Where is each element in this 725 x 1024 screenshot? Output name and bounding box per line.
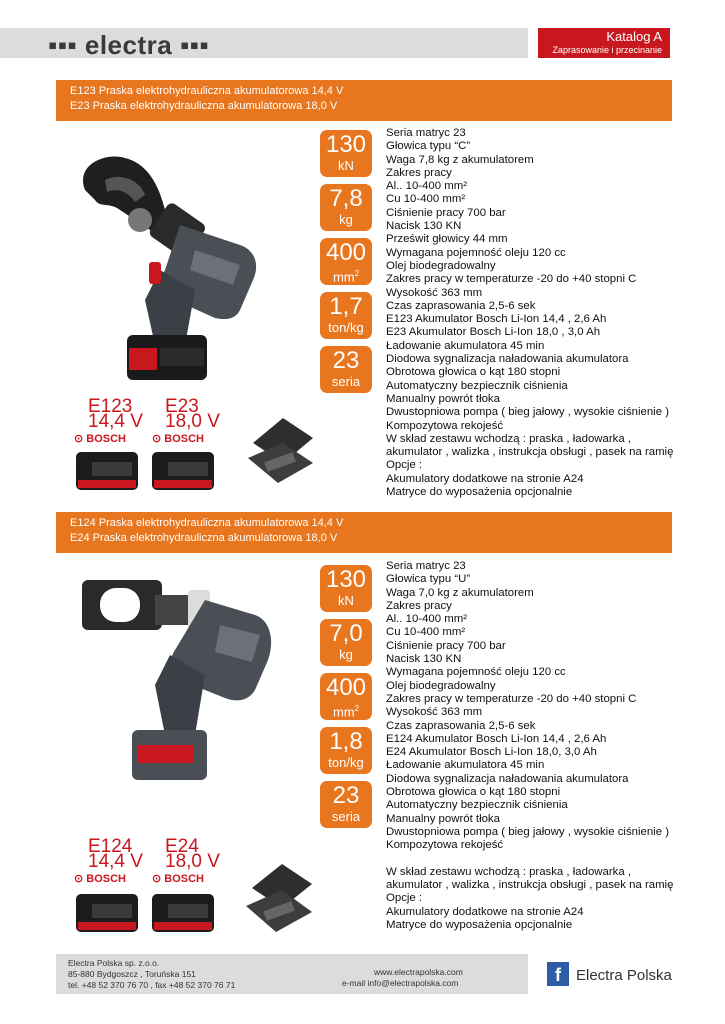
battery-image [74, 448, 140, 493]
carry-case-image [243, 413, 318, 488]
spec-line: Czas zaprasowania 2,5-6 sek [386, 299, 536, 312]
spec-badge [320, 565, 372, 612]
brand-label: BOSCH [164, 433, 205, 445]
model-voltage: 14,4 V [88, 411, 143, 432]
badge-value: 23 [332, 782, 360, 809]
catalog-badge [538, 28, 670, 58]
spec-line: E123 Akumulator Bosch Li-Ion 14,4 , 2,6 Ah [386, 313, 607, 326]
spec-line: Wymagana pojemność oleju 120 cc [386, 246, 566, 259]
spec-line: Akumulatory dodatkowe na stronie A24 [386, 905, 584, 918]
bosch-logo: ⊙ BOSCH [74, 873, 127, 885]
brand-label: BOSCH [164, 873, 205, 885]
spec-line [386, 853, 673, 866]
spec-line: Akumulatory dodatkowe na stronie A24 [386, 472, 584, 485]
badge-value: 1,7 [329, 293, 363, 320]
brand-label: BOSCH [86, 873, 127, 885]
spec-line: Ciśnienie pracy 700 bar [386, 639, 506, 652]
spec-line: Nacisk 130 KN [386, 653, 462, 666]
spec-line: Seria matryc 23 [386, 127, 466, 139]
battery-image [150, 448, 216, 493]
spec-line: Zakres pracy w temperaturze -20 do +40 stopni C [386, 692, 637, 705]
spec-line: Zakres pracy [386, 166, 452, 179]
spec-badge [320, 727, 372, 774]
product-title-line: E24 Praska elektrohydrauliczna akumulatorowa 18,0 V [70, 532, 338, 544]
spec-line: Nacisk 130 KN [386, 220, 462, 233]
spec-badge [320, 130, 372, 177]
spec-list [386, 560, 673, 932]
spec-badge [320, 292, 372, 339]
spec-line: Kompozytowa rekojeść [386, 839, 504, 852]
badge-unit: kN [338, 593, 354, 608]
spec-line: E124 Akumulator Bosch Li-Ion 14,4 , 2,6 Ah [386, 732, 607, 745]
spec-line: Olej biodegradowalny [386, 259, 496, 272]
spec-badge: 400 $mm^2$ [320, 238, 372, 285]
badge-unit: seria [331, 809, 361, 824]
spec-line: Seria matryc 23 [386, 560, 466, 572]
spec-line: Olej biodegradowalny [386, 679, 496, 692]
catalog-subtitle: Zaprasowanie i przecinanie [552, 45, 662, 55]
catalog-title: Katalog A [606, 29, 662, 44]
facebook-icon[interactable]: f [547, 962, 569, 986]
spec-line: Waga 7,0 kg z akumulatorem [386, 586, 534, 599]
spec-line: Czas zaprasowania 2,5-6 sek [386, 719, 536, 732]
badge-unit: ton/kg [328, 755, 364, 770]
spec-badge [320, 346, 372, 393]
website-link[interactable]: www.electrapolska.com [374, 967, 463, 977]
spec-badge: 400 $mm^2$ [320, 673, 372, 720]
facebook-label[interactable]: Electra Polska [576, 967, 672, 984]
spec-line: Zakres pracy w temperaturze -20 do +40 stopni C [386, 273, 637, 286]
spec-line: Obrotowa głowica o kąt 180 stopni [386, 786, 561, 799]
model-name: E24 [165, 836, 199, 857]
spec-line: W skład zestawu wchodzą : praska , ładowarka , [386, 865, 632, 878]
spec-line: Kompozytowa rekojeść [386, 419, 504, 432]
spec-line: Dwustopniowa pompa ( bieg jałowy , wysokie ciśnienie ) [386, 406, 669, 419]
spec-badge [320, 619, 372, 666]
spec-line: Ładowanie akumulatora 45 min [386, 759, 545, 772]
spec-line: Opcje : [386, 892, 423, 905]
badge-unit: kg [339, 647, 353, 662]
model-voltage: 14,4 V [88, 851, 143, 872]
spec-list [386, 127, 673, 499]
badge-unit: mm [332, 269, 355, 285]
product-title-line: E123 Praska elektrohydrauliczna akumulatorowa 14,4 V [70, 85, 344, 97]
spec-line: Głowica typu “C” [386, 140, 471, 153]
spec-line: Automatyczny bezpiecznik ciśnienia [386, 799, 568, 812]
badge-unit: ton/kg [328, 320, 364, 335]
product-title-line: E23 Praska elektrohydrauliczna akumulatorowa 18,0 V [70, 100, 338, 112]
bosch-logo: ⊙ BOSCH [74, 433, 127, 445]
crimping-tool-image [65, 150, 275, 395]
brand-label: BOSCH [86, 433, 127, 445]
spec-line: Al.. 10-400 mm² [386, 180, 468, 193]
spec-line: Wysokość 363 mm [386, 706, 483, 719]
bosch-logo: ⊙ BOSCH [152, 873, 205, 885]
footer-bar [56, 954, 528, 994]
spec-line: Cu 10-400 mm² [386, 193, 466, 206]
spec-line: Manualny powrót tłoka [386, 392, 500, 405]
spec-line: Cu 10-400 mm² [386, 626, 466, 639]
badge-unit: seria [331, 374, 361, 389]
spec-line: Ładowanie akumulatora 45 min [386, 339, 545, 352]
badge-value: 130 [325, 131, 367, 158]
spec-line: Manualny powrót tłoka [386, 812, 500, 825]
spec-line: W skład zestawu wchodzą : praska , ładowarka , [386, 432, 632, 445]
spec-line: E23 Akumulator Bosch Li-Ion 18,0 , 3,0 Ah [386, 326, 601, 339]
company-phone: tel. +48 52 370 76 70 , fax +48 52 370 76 71 [68, 980, 236, 990]
product-title-bar [56, 80, 672, 121]
spec-line: Głowica typu “U” [386, 573, 471, 586]
spec-line: Obrotowa głowica o kąt 180 stopni [386, 366, 561, 379]
company-address: 85-880 Bydgoszcz , Toruńska 151 [68, 969, 196, 979]
bosch-logo: ⊙ BOSCH [152, 433, 205, 445]
spec-line: Matryce do wyposażenia opcjonalnie [386, 919, 573, 932]
carry-case-image [240, 860, 318, 938]
battery-image [74, 890, 140, 935]
badge-value: 400 [325, 674, 367, 701]
spec-line: Dwustopniowa pompa ( bieg jałowy , wysokie ciśnienie ) [386, 825, 669, 838]
spec-line: Automatyczny bezpiecznik ciśnienia [386, 379, 568, 392]
product-title-bar [56, 512, 672, 553]
product-title-line: E124 Praska elektrohydrauliczna akumulatorowa 14,4 V [70, 517, 344, 529]
spec-line: Al.. 10-400 mm² [386, 613, 468, 626]
spec-line: akumulator , walizka , instrukcja obsługi , pasek na ramię [386, 879, 674, 892]
badge-value: 7,0 [329, 620, 363, 647]
electra-logo: ▪▪▪ electra ▪▪▪ [48, 30, 210, 60]
spec-line: E24 Akumulator Bosch Li-Ion 18,0, 3,0 Ah [386, 746, 597, 759]
spec-line: Matryce do wyposażenia opcjonalnie [386, 486, 573, 499]
badge-value: 23 [332, 347, 360, 374]
spec-line: akumulator , walizka , instrukcja obsługi , pasek na ramię [386, 446, 674, 459]
spec-line: Diodowa sygnalizacja naładowania akumulatora [386, 353, 629, 366]
crimping-tool-image [70, 570, 280, 800]
spec-line: Waga 7,8 kg z akumulatorem [386, 153, 534, 166]
spec-line: Zakres pracy [386, 599, 452, 612]
model-name: E124 [88, 836, 133, 857]
battery-image [150, 890, 216, 935]
spec-line: Diodowa sygnalizacja naładowania akumulatora [386, 772, 629, 785]
spec-line: Prześwit głowicy 44 mm [386, 233, 508, 246]
badge-value: 1,8 [329, 728, 363, 755]
badge-value: 130 [325, 566, 367, 593]
badge-unit: mm [332, 704, 355, 720]
email-link[interactable]: e-mail info@electrapolska.com [342, 978, 459, 988]
badge-unit: kN [338, 158, 354, 173]
model-voltage: 18,0 V [165, 851, 220, 872]
badge-unit: kg [339, 212, 353, 227]
badge-value: 7,8 [329, 185, 363, 212]
company-name: Electra Polska sp. z.o.o. [68, 958, 160, 968]
spec-line: Wysokość 363 mm [386, 286, 483, 299]
spec-badge [320, 184, 372, 231]
badge-value: 400 [325, 239, 367, 266]
spec-line: Wymagana pojemność oleju 120 cc [386, 666, 566, 679]
spec-line: Opcje : [386, 459, 423, 472]
spec-badge [320, 781, 372, 828]
spec-line: Ciśnienie pracy 700 bar [386, 206, 506, 219]
model-name: E123 [88, 396, 133, 417]
model-name: E23 [165, 396, 199, 417]
model-voltage: 18,0 V [165, 411, 220, 432]
